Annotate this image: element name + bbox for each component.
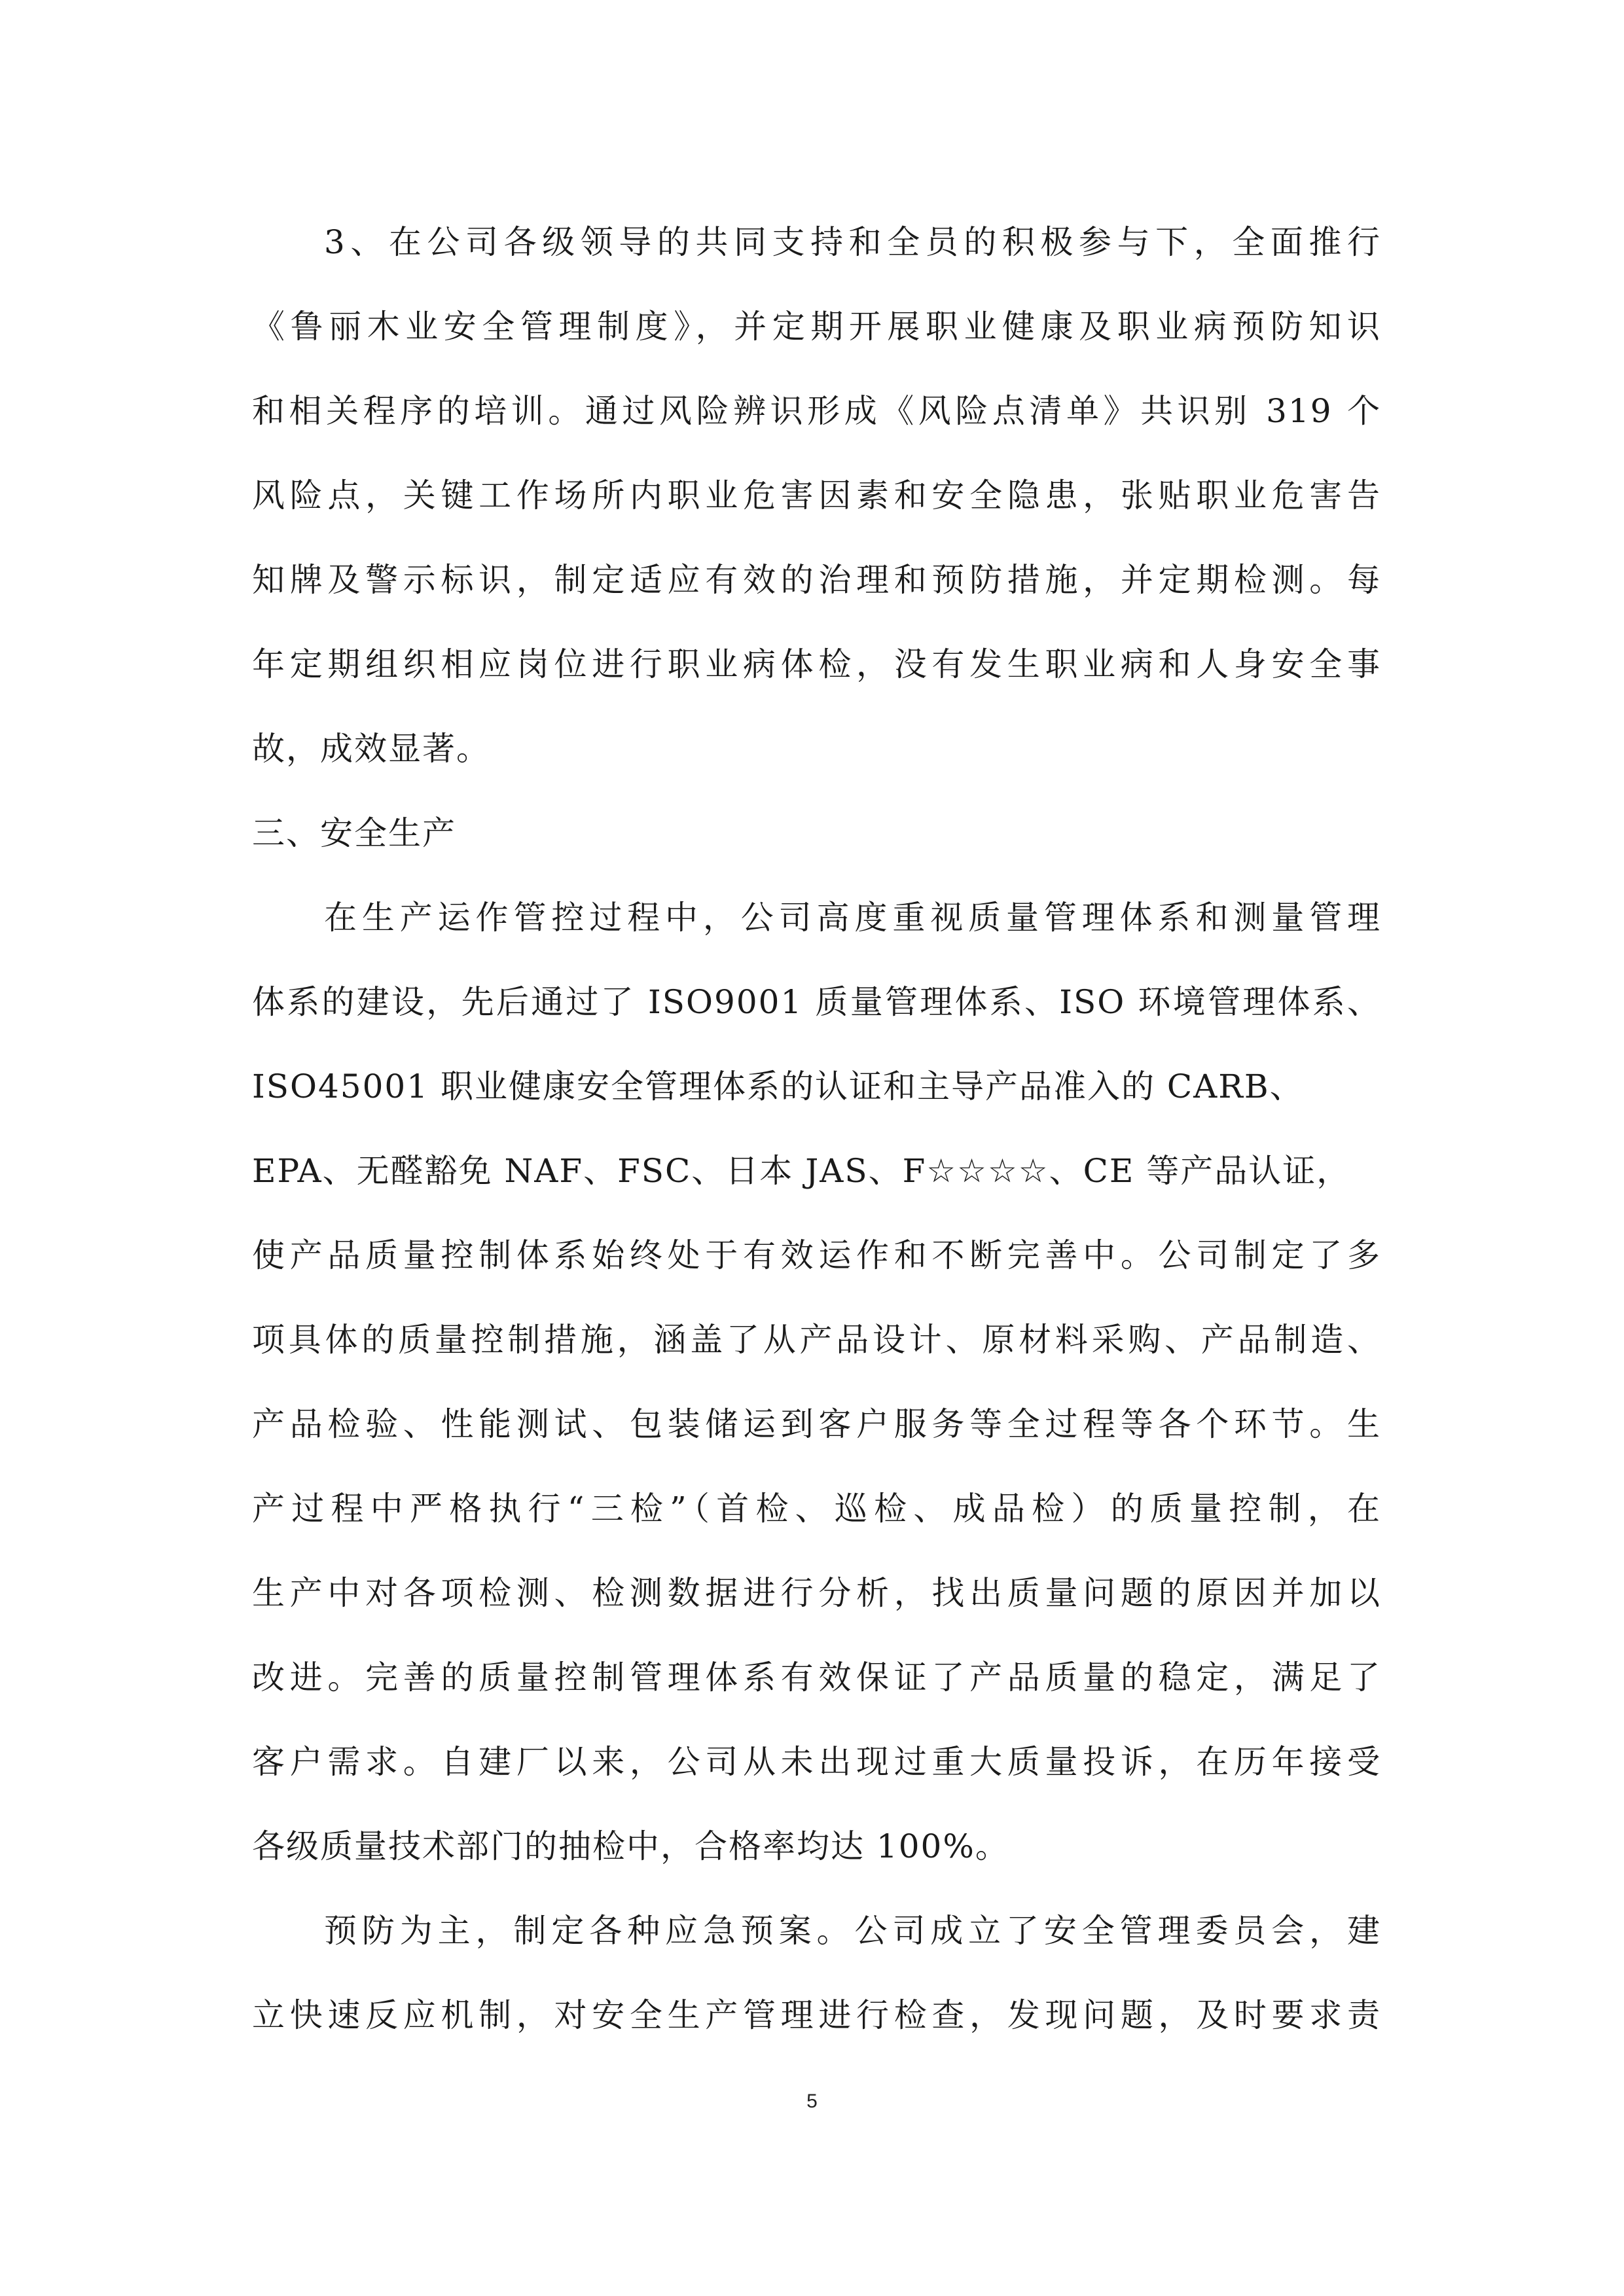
paragraph-line: EPA、无醛豁免 NAF、FSC、日本 JAS、F☆☆☆☆、CE 等产品认证，: [252, 1152, 1351, 1190]
paragraph-line: 使产品质量控制体系始终处于有效运作和不断完善中。公司制定了多: [252, 1236, 1381, 1274]
paragraph-line: 和相关程序的培训。通过风险辨识形成《风险点清单》共识别 319 个: [252, 392, 1381, 430]
paragraph-line: 客户需求。自建厂以来，公司从未出现过重大质量投诉，在历年接受: [252, 1743, 1381, 1781]
paragraph-line: 在生产运作管控过程中，公司高度重视质量管理体系和测量管理: [324, 899, 1381, 937]
paragraph-line: 3、在公司各级领导的共同支持和全员的积极参与下，全面推行: [324, 223, 1381, 261]
paragraph-line: ISO45001 职业健康安全管理体系的认证和主导产品准入的 CARB、: [252, 1067, 1304, 1105]
paragraph-line: 生产中对各项检测、检测数据进行分析，找出质量问题的原因并加以: [252, 1574, 1381, 1612]
paragraph-line: 《鲁丽木业安全管理制度》，并定期开展职业健康及职业病预防知识: [252, 308, 1381, 346]
paragraph-line: 风险点，关键工作场所内职业危害因素和安全隐患，张贴职业危害告: [252, 476, 1381, 514]
paragraph-line: 立快速反应机制，对安全生产管理进行检查，发现问题，及时要求责: [252, 1996, 1381, 2034]
paragraph-line: 产过程中严格执行“三检”（首检、巡检、成品检）的质量控制，在: [252, 1490, 1381, 1528]
paragraph-line: 体系的建设，先后通过了 ISO9001 质量管理体系、ISO 环境管理体系、: [252, 983, 1381, 1021]
paragraph-line: 知牌及警示标识，制定适应有效的治理和预防措施，并定期检测。每: [252, 561, 1381, 599]
paragraph-line: 各级质量技术部门的抽检中，合格率均达 100%。: [252, 1827, 1009, 1865]
page-number: 5: [806, 2090, 818, 2112]
paragraph-line: 故，成效显著。: [252, 730, 490, 768]
paragraph-line: 改进。完善的质量控制管理体系有效保证了产品质量的稳定，满足了: [252, 1659, 1381, 1696]
paragraph-line: 项具体的质量控制措施，涵盖了从产品设计、原材料采购、产品制造、: [252, 1321, 1381, 1359]
paragraph-line: 年定期组织相应岗位进行职业病体检，没有发生职业病和人身安全事: [252, 645, 1381, 683]
paragraph-line: 产品检验、性能测试、包装储运到客户服务等全过程等各个环节。生: [252, 1405, 1381, 1443]
paragraph-line: 预防为主，制定各种应急预案。公司成立了安全管理委员会，建: [324, 1912, 1381, 1950]
section-heading: 三、安全生产: [252, 814, 456, 852]
